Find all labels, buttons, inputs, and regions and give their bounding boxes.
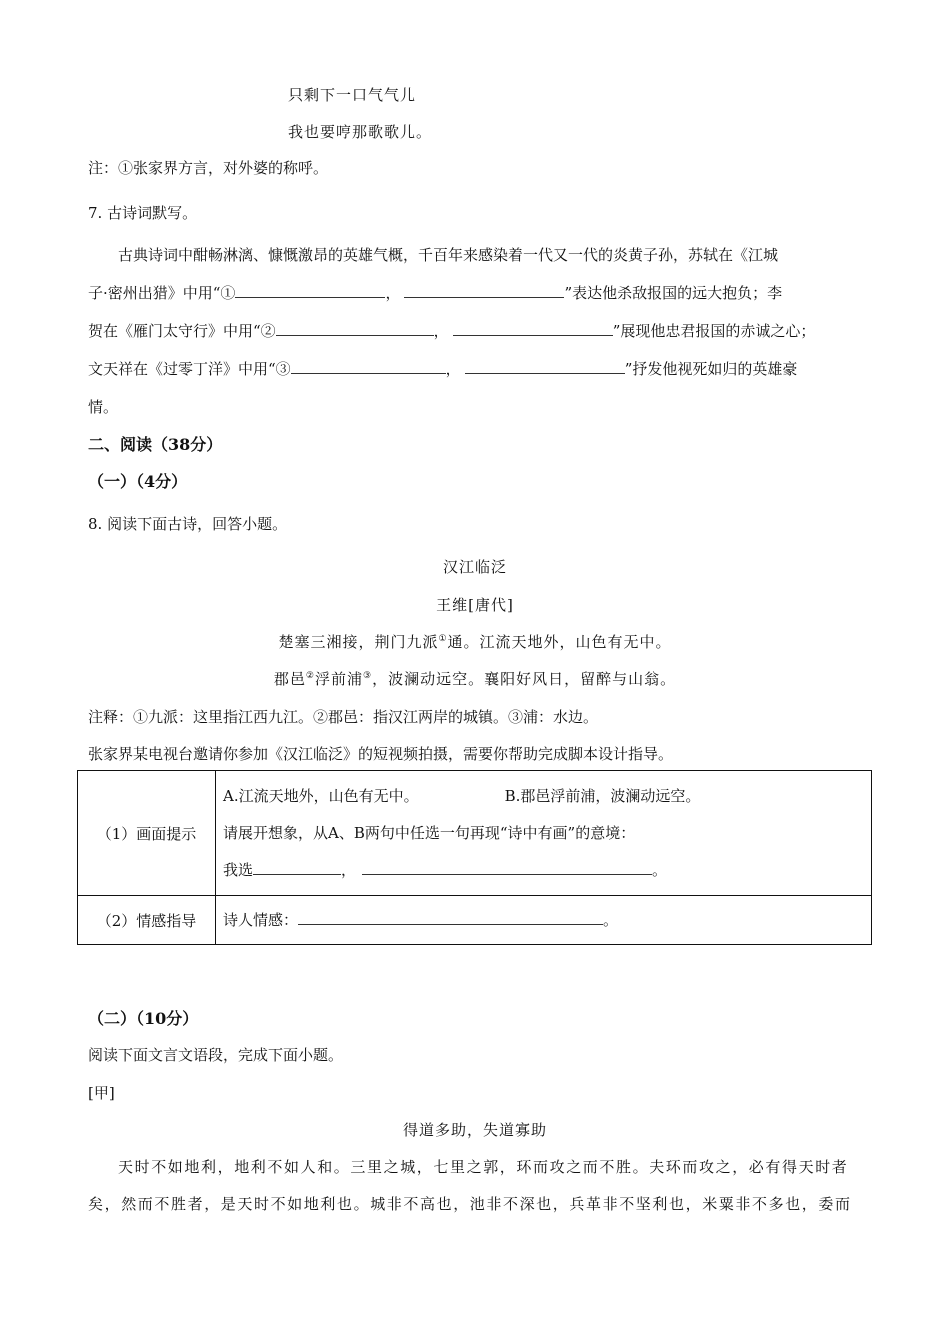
answer-line [216, 852, 871, 889]
passage-line: 矣，然而不胜者，是天时不如地利也。城非不高也，池非不深也，兵革非不坚利也，米粟非不多也，委而 [88, 1195, 852, 1213]
section-title: 二、阅读（38分） [88, 435, 223, 454]
text-segment: 。 [652, 860, 668, 879]
answer-blank[interactable] [235, 283, 385, 298]
footnote-marker: ② [305, 671, 315, 681]
answer-blank[interactable] [276, 321, 434, 336]
question-7-text [88, 320, 815, 341]
answer-blank[interactable] [298, 910, 603, 925]
script-guide-table [77, 770, 872, 945]
text-segment: ， [385, 284, 401, 302]
poem-line [0, 631, 950, 652]
poem-author: 王维[唐代] [436, 596, 514, 614]
text-segment: 贺在《雁门太守行》中用“② [88, 322, 276, 340]
question-7-text: 古典诗词中酣畅淋漓、慷慨激昂的英雄气概，千百年来感染着一代又一代的炎黄子孙，苏轼在《江城 [118, 246, 779, 264]
footnote-marker: ① [438, 634, 448, 644]
answer-blank[interactable] [291, 359, 446, 374]
option-b: B.郡邑浮前浦，波澜动远空。 [504, 786, 701, 805]
poem-line [0, 668, 950, 689]
footnote-marker: ③ [363, 671, 373, 681]
answer-line [216, 902, 871, 939]
text-segment: 子·密州出猎》中用“① [88, 284, 236, 302]
text-segment: 通。江流天地外，山色有无中。 [447, 633, 672, 651]
text-segment: 楚塞三湘接，荆门九派 [278, 633, 439, 651]
task-intro: 张家界某电视台邀请你参加《汉江临泛》的短视频拍摄，需要你帮助完成脚本设计指导。 [88, 745, 674, 763]
text-segment: 。 [603, 910, 619, 929]
passage-line: 天时不如地利，地利不如人和。三里之城，七里之郭，环而攻之而不胜。夫环而攻之，必有得天时者 [118, 1158, 849, 1176]
text-segment: ”抒发他视死如归的英雄豪 [624, 360, 798, 378]
part-title: （二）（10分） [88, 1009, 199, 1028]
text-segment: ， [445, 360, 461, 378]
text-segment: 我选 [223, 860, 254, 879]
table-cell [216, 771, 872, 896]
question-7-title: 7. 古诗词默写。 [88, 204, 198, 222]
text-segment: 文天祥在《过零丁洋》中用“③ [88, 360, 291, 378]
poem-line: 我也要哼那歌歌儿。 [288, 123, 433, 141]
table-row [78, 771, 872, 896]
answer-blank[interactable] [253, 860, 341, 875]
text-segment: 郡邑 [273, 670, 306, 688]
row-label: （2）情感指导 [78, 896, 216, 945]
answer-blank[interactable] [362, 860, 652, 875]
answer-blank[interactable] [404, 283, 564, 298]
poem-line: 只剩下一口气气儿 [288, 86, 417, 104]
table-row [78, 896, 872, 945]
table-cell [216, 896, 872, 945]
option-a: A.江流天地外，山色有无中。 [223, 786, 419, 805]
row-label: （1）画面提示 [78, 771, 216, 896]
dialect-note: 注：①张家界方言，对外婆的称呼。 [88, 159, 329, 177]
question-7-text [88, 282, 782, 303]
poem-notes: 注释：①九派：这里指江西九江。②郡邑：指汉江两岸的城镇。③浦：水边。 [88, 708, 599, 726]
answer-blank[interactable] [453, 321, 613, 336]
options-line [216, 778, 871, 815]
text-segment: ”展现他忠君报国的赤诚之心； [612, 322, 816, 340]
instruction-line: 请展开想象，从A、B两句中任选一句再现“诗中有画”的意境： [223, 823, 636, 842]
question-7-text [88, 358, 797, 379]
text-segment: 诗人情感： [223, 910, 299, 929]
question-7-text: 情。 [88, 398, 119, 416]
part-title: （一）（4分） [88, 472, 188, 491]
poem-title: 汉江临泛 [442, 558, 507, 576]
passage-title: 得道多助，失道寡助 [402, 1121, 547, 1139]
answer-blank[interactable] [465, 359, 625, 374]
text-segment: ”表达他杀敌报国的远大抱负；李 [564, 284, 783, 302]
text-segment: ， [341, 860, 357, 879]
question-8-title: 8. 阅读下面古诗，回答小题。 [88, 515, 288, 533]
passage-marker: [甲] [88, 1084, 115, 1102]
text-segment: ，波澜动远空。襄阳好风日，留醉与山翁。 [372, 670, 677, 688]
text-segment: 浮前浦 [314, 670, 363, 688]
text-segment: ， [433, 322, 449, 340]
part-instruction: 阅读下面文言文语段，完成下面小题。 [88, 1046, 344, 1064]
